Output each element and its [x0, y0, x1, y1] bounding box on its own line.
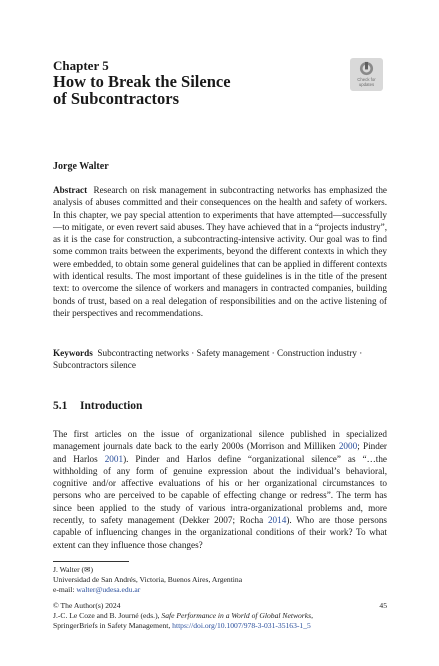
abstract-text: Research on risk management in subcontracting networks has emphasized the analysis of abuses committed and their consequences on the health and safety of workers. In this chapter, we pay special attention to experiments that have attempted—successfully—to mitigate, or even revert said abuses. They have achieved that in a “projects industry”, as it is the case for construction, a subcontracting-intensive activity. Our goal was to find some common traits between the experiments, beyond the different contexts in which they were embedded, to obtain some general guidelines that can be applied in different contexts with identical results. The most important of these guidelines is in the title of the present text: to overcome the silence of workers and managers in contracted companies, building bonds of trust, based on a real delegation of responsibilities and on the active listening of their perspectives and recommendations. [53, 185, 387, 318]
abstract-label: Abstract [53, 185, 88, 195]
introduction-paragraph: The first articles on the issue of organizational silence published in specialized management journals date back to the early 2000s (Morrison and Milliken 2000; Pinder and Harlos 2001). Pinder and Harlos define “organizational silence” as “…the withholding of any form of genuine expression about the individual’s behavioral, cognitive and/or affective evaluations of his or her organizational circumstances to persons who are perceived to be capable of effecting change or redress”. The term has since been applied to the study of various intra-organizational problems and, more recently, to safety management (Dekker 2007; Rocha 2014). Who are those persons capable of influencing changes in the organizational conditions of their work? To what extent can they influence those changes? [53, 429, 387, 550]
footnote-divider [53, 561, 129, 562]
citation-link[interactable]: 2000 [338, 441, 358, 452]
chapter-label: Chapter 5 [53, 58, 109, 73]
email-link[interactable]: walter@udesa.edu.ar [76, 585, 141, 594]
chapter-title-line-1: How to Break the Silence [53, 72, 231, 91]
keywords [53, 347, 387, 372]
citation-link[interactable]: 2014 [267, 515, 287, 526]
doi-link[interactable]: https://doi.org/10.1007/978-3-031-35163-1_5 [172, 621, 311, 630]
check-for-updates-icon [359, 61, 374, 76]
citation-link[interactable]: 2001 [104, 453, 124, 464]
series-line: SpringerBriefs in Safety Management, https://doi.org/10.1007/978-3-031-35163-1_5 [53, 621, 311, 630]
book-title: Safe Performance in a World of Global Networks [161, 611, 312, 620]
chapter-title-line-2: of Subcontractors [53, 89, 180, 108]
footnote-affiliation: Universidad de San Andrés, Victoria, Buenos Aires, Argentina [53, 575, 243, 584]
keywords-text: Subcontracting networks · Safety management · Construction industry · Subcontractors silence [53, 348, 363, 371]
citation-line: J.-C. Le Coze and B. Journé (eds.), Safe Performance in a World of Global Networks, [53, 611, 313, 620]
footnote-author: J. Walter (✉) [53, 565, 93, 574]
footnote-email: e-mail: walter@udesa.edu.ar [53, 585, 141, 594]
keywords-label: Keywords [53, 348, 93, 358]
chapter-title [53, 73, 313, 107]
author-name: Jorge Walter [53, 161, 109, 172]
section-number: 5.1 [53, 400, 68, 412]
copyright-line: © The Author(s) 2024 [53, 601, 121, 610]
section-heading [53, 400, 142, 412]
section-title: Introduction [80, 400, 143, 412]
page-number: 45 [379, 601, 387, 610]
abstract [53, 184, 387, 319]
check-for-updates-label: Check for updates [357, 77, 376, 87]
check-for-updates-badge[interactable] [350, 58, 383, 91]
